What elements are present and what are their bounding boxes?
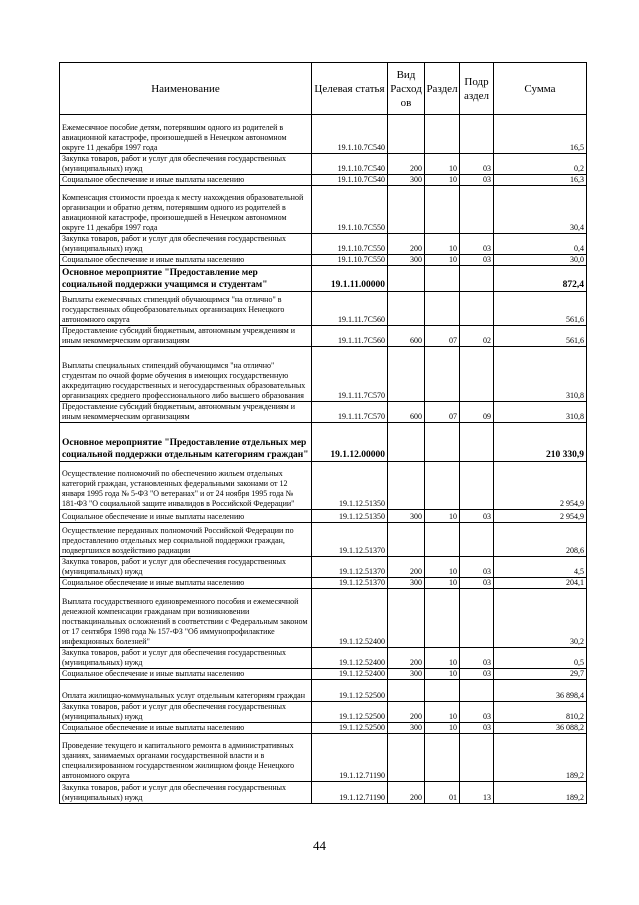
- table-cell-name: Социальное обеспечение и иные выплаты населению: [60, 510, 312, 523]
- table-row: [60, 589, 587, 648]
- table-row: [60, 175, 587, 186]
- table-cell-expense-type: 300: [388, 175, 425, 186]
- table-row: [60, 402, 587, 423]
- table-cell-expense-type: 300: [388, 723, 425, 734]
- table-cell-section: 10: [425, 723, 460, 734]
- table-cell-target-article: 19.1.12.52400: [312, 648, 388, 669]
- table-row: [60, 115, 587, 154]
- table-cell-sum: 36 088,2: [494, 723, 587, 734]
- header-expense-type: Вид Расход ов: [388, 63, 425, 115]
- table-row: [60, 234, 587, 255]
- table-cell-section: [425, 734, 460, 782]
- table-cell-target-article: 19.1.10.7С550: [312, 255, 388, 266]
- table-row: [60, 510, 587, 523]
- table-cell-subsection: [460, 266, 494, 292]
- table-cell-target-article: 19.1.10.7С540: [312, 115, 388, 154]
- table-cell-expense-type: [388, 523, 425, 557]
- table-cell-expense-type: [388, 589, 425, 648]
- table-cell-name: Социальное обеспечение и иные выплаты населению: [60, 255, 312, 266]
- table-cell-sum: 30,2: [494, 589, 587, 648]
- table-cell-section: 10: [425, 234, 460, 255]
- table-cell-target-article: 19.1.11.7С570: [312, 402, 388, 423]
- table-cell-target-article: 19.1.11.7С570: [312, 347, 388, 402]
- table-cell-name: Основное мероприятие "Предоставление отдельных мер социальной поддержки отдельным категориям граждан": [60, 423, 312, 462]
- table-cell-expense-type: 200: [388, 782, 425, 804]
- table-cell-sum: 16,5: [494, 115, 587, 154]
- table-cell-name: Закупка товаров, работ и услуг для обеспечения государственных (муниципальных) нужд: [60, 648, 312, 669]
- table-body: [60, 115, 587, 804]
- table-cell-section: [425, 680, 460, 702]
- table-cell-subsection: [460, 680, 494, 702]
- table-cell-subsection: [460, 462, 494, 510]
- table-cell-target-article: 19.1.12.52500: [312, 702, 388, 723]
- table-cell-section: 10: [425, 510, 460, 523]
- table-cell-name: Социальное обеспечение и иные выплаты населению: [60, 175, 312, 186]
- table-cell-sum: 30,4: [494, 186, 587, 234]
- table-row: [60, 347, 587, 402]
- table-cell-name: Осуществление переданных полномочий Российской Федерации по предоставлению отдельных мер социальной поддержки граждан, подвергшихся воздействию радиации: [60, 523, 312, 557]
- table-cell-section: [425, 589, 460, 648]
- table-cell-subsection: [460, 523, 494, 557]
- table-cell-expense-type: [388, 266, 425, 292]
- table-cell-name: Социальное обеспечение и иные выплаты населению: [60, 578, 312, 589]
- table-row: [60, 702, 587, 723]
- table-cell-target-article: 19.1.12.00000: [312, 423, 388, 462]
- table-cell-name: Компенсация стоимости проезда к месту нахождения образовательной организации и обратно детям, потерявшим одного из родителей в авиационной катастрофе, произошедшей в Ненецком автономном округе 11 декабря 1997 года: [60, 186, 312, 234]
- table-cell-sum: 16,3: [494, 175, 587, 186]
- table-cell-target-article: 19.1.11.7С560: [312, 292, 388, 326]
- table-cell-sum: 29,7: [494, 669, 587, 680]
- header-target-article: Целевая статья: [312, 63, 388, 115]
- table-cell-name: Выплаты специальных стипендий обучающимся "на отлично" студентам по очной форме обучения в имеющих государственную аккредитацию государственных и негосударственных образовательных организациях среднего профессионального либо высшего образования: [60, 347, 312, 402]
- table-cell-name: Осуществление полномочий по обеспечению жильем отдельных категорий граждан, установленных федеральными законами от 12 января 1995 года № 5-ФЗ "О ветеранах" и от 24 ноября 1995 года № 181-ФЗ "О социальной защите инвалидов в Российской Федерации": [60, 462, 312, 510]
- table-cell-expense-type: 200: [388, 154, 425, 175]
- table-cell-expense-type: 600: [388, 326, 425, 347]
- table-row: [60, 462, 587, 510]
- table-cell-subsection: [460, 589, 494, 648]
- table-cell-subsection: 09: [460, 402, 494, 423]
- table-row: [60, 782, 587, 804]
- table-cell-sum: 0,4: [494, 234, 587, 255]
- table-row: [60, 255, 587, 266]
- table-cell-sum: 810,2: [494, 702, 587, 723]
- table-cell-sum: 204,1: [494, 578, 587, 589]
- table-row: [60, 292, 587, 326]
- page-number: 44: [313, 838, 326, 853]
- table-cell-expense-type: 200: [388, 702, 425, 723]
- table-cell-target-article: 19.1.12.51370: [312, 578, 388, 589]
- table-cell-target-article: 19.1.10.7С550: [312, 186, 388, 234]
- table-cell-target-article: 19.1.10.7С550: [312, 234, 388, 255]
- table-cell-section: 10: [425, 669, 460, 680]
- table-row: [60, 557, 587, 578]
- table-cell-name: Предоставление субсидий бюджетным, автономным учреждениям и иным некоммерческим организациям: [60, 402, 312, 423]
- table-cell-section: 10: [425, 578, 460, 589]
- table-cell-expense-type: [388, 292, 425, 326]
- table-cell-sum: 0,5: [494, 648, 587, 669]
- table-cell-sum: 310,8: [494, 347, 587, 402]
- table-cell-section: [425, 347, 460, 402]
- table-cell-section: 10: [425, 175, 460, 186]
- table-cell-target-article: 19.1.12.52500: [312, 680, 388, 702]
- table-cell-section: 10: [425, 702, 460, 723]
- table-cell-target-article: 19.1.12.52400: [312, 669, 388, 680]
- table-cell-expense-type: 200: [388, 234, 425, 255]
- table-row: [60, 154, 587, 175]
- table-cell-target-article: 19.1.12.51350: [312, 462, 388, 510]
- table-cell-target-article: 19.1.10.7С540: [312, 175, 388, 186]
- table-cell-expense-type: [388, 347, 425, 402]
- header-name: Наименование: [60, 63, 312, 115]
- table-cell-subsection: 03: [460, 510, 494, 523]
- table-cell-subsection: 03: [460, 648, 494, 669]
- header-subsection: Подр аздел: [460, 63, 494, 115]
- table-cell-section: [425, 523, 460, 557]
- table-cell-subsection: 03: [460, 723, 494, 734]
- table-cell-target-article: 19.1.12.52400: [312, 589, 388, 648]
- table-cell-expense-type: 200: [388, 557, 425, 578]
- table-cell-subsection: 03: [460, 255, 494, 266]
- table-row: [60, 723, 587, 734]
- table-cell-target-article: 19.1.11.7С560: [312, 326, 388, 347]
- table-cell-subsection: 03: [460, 702, 494, 723]
- table-cell-subsection: 03: [460, 578, 494, 589]
- table-cell-name: Закупка товаров, работ и услуг для обеспечения государственных (муниципальных) нужд: [60, 234, 312, 255]
- table-cell-expense-type: [388, 115, 425, 154]
- table-row: [60, 523, 587, 557]
- table-cell-target-article: 19.1.12.52500: [312, 723, 388, 734]
- table-cell-section: [425, 292, 460, 326]
- table-cell-subsection: 03: [460, 175, 494, 186]
- table-cell-section: 07: [425, 326, 460, 347]
- table-cell-sum: 0,2: [494, 154, 587, 175]
- table-cell-expense-type: [388, 680, 425, 702]
- table-cell-expense-type: 300: [388, 669, 425, 680]
- table-cell-sum: 2 954,9: [494, 462, 587, 510]
- table-cell-expense-type: [388, 186, 425, 234]
- table-cell-subsection: 03: [460, 234, 494, 255]
- table-row: [60, 186, 587, 234]
- table-cell-expense-type: [388, 423, 425, 462]
- table-cell-sum: 561,6: [494, 292, 587, 326]
- table-cell-expense-type: 200: [388, 648, 425, 669]
- table-cell-name: Выплаты ежемесячных стипендий обучающимся "на отлично" в государственных общеобразовательных организациях Ненецкого автономного округа: [60, 292, 312, 326]
- table-cell-subsection: [460, 186, 494, 234]
- table-row: [60, 669, 587, 680]
- table-cell-section: 10: [425, 154, 460, 175]
- table-row: [60, 648, 587, 669]
- table-cell-sum: 872,4: [494, 266, 587, 292]
- header-section: Раздел: [425, 63, 460, 115]
- table-cell-name: Основное мероприятие "Предоставление мер социальной поддержки учащимся и студентам": [60, 266, 312, 292]
- table-cell-name: Выплата государственного единовременного пособия и ежемесячной денежной компенсации гражданам при возникновении поствакцинальных осложнений в соответствии с Федеральным законом от 17 сентября 1998 года № 157-ФЗ "Об иммунопрофилактике инфекционных болезней": [60, 589, 312, 648]
- table-row: [60, 734, 587, 782]
- table-cell-expense-type: 300: [388, 578, 425, 589]
- table-cell-section: [425, 115, 460, 154]
- table-cell-target-article: 19.1.12.51370: [312, 557, 388, 578]
- table-cell-subsection: 03: [460, 669, 494, 680]
- table-cell-target-article: 19.1.12.71190: [312, 734, 388, 782]
- header-sum: Сумма: [494, 63, 587, 115]
- table-cell-subsection: [460, 423, 494, 462]
- table-cell-name: Социальное обеспечение и иные выплаты населению: [60, 669, 312, 680]
- table-cell-sum: 208,6: [494, 523, 587, 557]
- table-cell-expense-type: 600: [388, 402, 425, 423]
- table-cell-sum: 189,2: [494, 782, 587, 804]
- table-cell-target-article: 19.1.12.51350: [312, 510, 388, 523]
- table-row: [60, 578, 587, 589]
- table-cell-subsection: 03: [460, 557, 494, 578]
- table-cell-subsection: [460, 734, 494, 782]
- table-cell-sum: 210 330,9: [494, 423, 587, 462]
- table-cell-subsection: [460, 115, 494, 154]
- table-cell-subsection: 13: [460, 782, 494, 804]
- table-cell-section: [425, 462, 460, 510]
- table-cell-expense-type: [388, 462, 425, 510]
- table-cell-section: 07: [425, 402, 460, 423]
- table-cell-target-article: 19.1.12.71190: [312, 782, 388, 804]
- table-cell-name: Проведение текущего и капитального ремонта в административных зданиях, занимаемых органами государственной власти и в специализированном государственном жилищном фонде Ненецкого автономного округа: [60, 734, 312, 782]
- table-cell-sum: 30,0: [494, 255, 587, 266]
- table-cell-subsection: 02: [460, 326, 494, 347]
- table-row-main-activity: [60, 423, 587, 462]
- table-cell-section: 10: [425, 648, 460, 669]
- table-cell-sum: 36 898,4: [494, 680, 587, 702]
- table-cell-sum: 561,6: [494, 326, 587, 347]
- table-cell-section: [425, 266, 460, 292]
- table-cell-sum: 4,5: [494, 557, 587, 578]
- table-cell-section: 10: [425, 557, 460, 578]
- table-cell-subsection: 03: [460, 154, 494, 175]
- table-cell-sum: 2 954,9: [494, 510, 587, 523]
- table-cell-name: Закупка товаров, работ и услуг для обеспечения государственных (муниципальных) нужд: [60, 557, 312, 578]
- table-cell-name: Закупка товаров, работ и услуг для обеспечения государственных (муниципальных) нужд: [60, 702, 312, 723]
- table-cell-target-article: 19.1.10.7С540: [312, 154, 388, 175]
- budget-table: [59, 62, 587, 804]
- table-cell-name: Закупка товаров, работ и услуг для обеспечения государственных (муниципальных) нужд: [60, 154, 312, 175]
- table-cell-name: Социальное обеспечение и иные выплаты населению: [60, 723, 312, 734]
- table-cell-subsection: [460, 347, 494, 402]
- table-cell-expense-type: 300: [388, 510, 425, 523]
- table-cell-sum: 189,2: [494, 734, 587, 782]
- table-cell-target-article: 19.1.11.00000: [312, 266, 388, 292]
- table-cell-expense-type: 300: [388, 255, 425, 266]
- table-cell-section: 10: [425, 255, 460, 266]
- table-row: [60, 326, 587, 347]
- table-cell-name: Закупка товаров, работ и услуг для обеспечения государственных (муниципальных) нужд: [60, 782, 312, 804]
- table-cell-section: 01: [425, 782, 460, 804]
- table-cell-section: [425, 186, 460, 234]
- table-cell-name: Предоставление субсидий бюджетным, автономным учреждениям и иным некоммерческим организациям: [60, 326, 312, 347]
- table-cell-subsection: [460, 292, 494, 326]
- table-cell-name: Оплата жилищно-коммунальных услуг отдельным категориям граждан: [60, 680, 312, 702]
- table-cell-sum: 310,8: [494, 402, 587, 423]
- table-cell-section: [425, 423, 460, 462]
- table-header-row: [60, 63, 587, 115]
- table-cell-name: Ежемесячное пособие детям, потерявшим одного из родителей в авиационной катастрофе, произошедшей в Ненецком автономном округе 11 декабря 1997 года: [60, 115, 312, 154]
- table-row-main-activity: [60, 266, 587, 292]
- table-cell-target-article: 19.1.12.51370: [312, 523, 388, 557]
- table-cell-expense-type: [388, 734, 425, 782]
- table-row: [60, 680, 587, 702]
